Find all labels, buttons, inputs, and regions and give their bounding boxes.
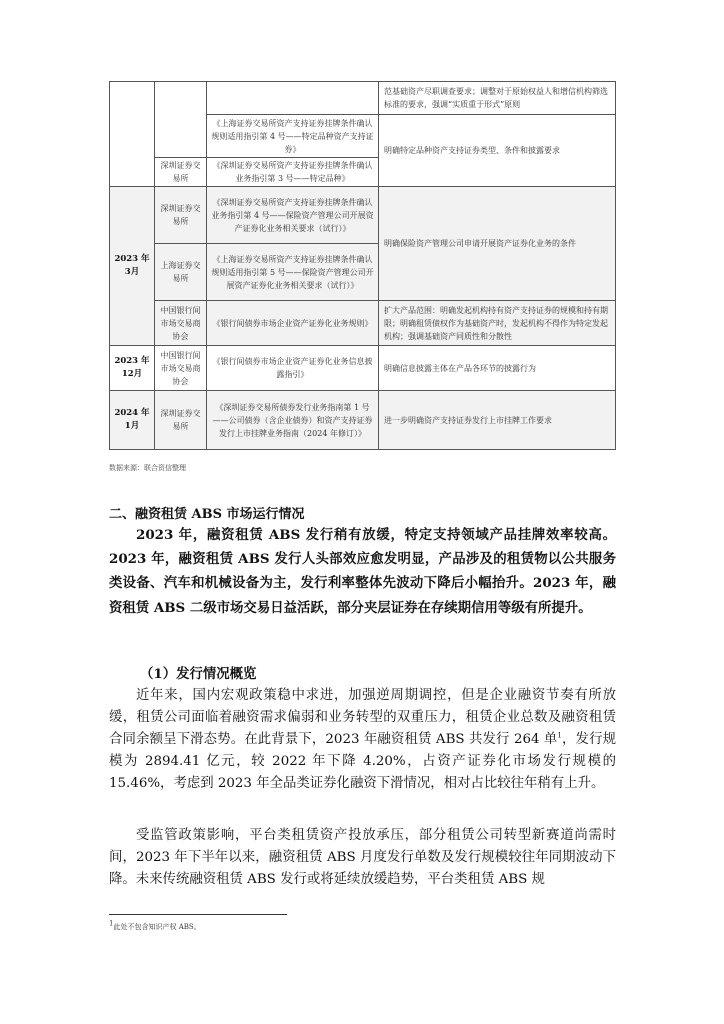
document-cell: 《深圳证券交易所债券发行业务指南第 1 号——公司债券（含企业债券）和资产支持证券发行上市挂牌业务指南（2024 年修订）》	[207, 391, 379, 450]
section-title: 二、融资租赁 ABS 市场运行情况	[109, 507, 305, 522]
document-cell: 《银行间债券市场企业资产证券化业务信息披露指引》	[207, 346, 379, 391]
document-cell	[207, 82, 379, 115]
section-summary: 2023 年，融资租赁 ABS 发行稍有放缓，特定支持领域产品挂牌效率较高。2023 年，融资租赁 ABS 发行人头部效应愈发明显，产品涉及的租赁物以公共服务类设备、汽车和机械设备为主，发行利率整体先波动下降后小幅抬升。2023 年，融资租赁 ABS 二级市场交易日益活跃，部分夹层证券在存续期信用等级有所提升。	[109, 527, 616, 616]
footnote	[109, 919, 201, 932]
date-cell: 2023 年 12月	[110, 346, 155, 391]
institution-cell	[155, 82, 207, 158]
institution-cell: 中国银行间市场交易商协会	[155, 301, 207, 346]
institution-cell: 深圳证券交易所	[155, 158, 207, 187]
document-cell: 《深圳证券交易所资产支持证券挂牌条件确认业务指引第 4 号——保险资产管理公司开展资产证券化业务相关要求（试行）》	[207, 187, 379, 244]
document-cell: 《深圳证券交易所资产支持证券挂牌条件确认业务指引第 3 号——特定品种》	[207, 158, 379, 187]
paragraph-text: ，发行规模为 2894.41 亿元，较 2022 年下降 4.20%，占资产证券化市场发行规模的 15.46%，考虑到 2023 年全品类证券化融资下滑情况，相对占比较往年稍有上升。	[109, 732, 616, 791]
institution-cell: 深圳证券交易所	[155, 391, 207, 450]
date-cell: 2023 年 3月	[110, 187, 155, 346]
content-cell: 明确信息披露主体在产品各环节的披露行为	[379, 346, 616, 391]
content-cell: 明确特定品种资产支持证券类型、条件和披露要求	[379, 115, 616, 187]
date-cell: 2024 年 1月	[110, 391, 155, 450]
subsection-title: （1）发行情况概览	[140, 666, 257, 682]
table-row	[110, 301, 616, 346]
body-paragraph: 受监管政策影响，平台类租赁资产投放承压，部分租赁公司转型新赛道尚需时间，2023 年下半年以来，融资租赁 ABS 月度发行单数及发行规模较往年同期波动下降。未来传统融资租赁 ABS 发行或将延续放缓趋势，平台类租赁 ABS 规	[109, 828, 616, 887]
content-cell: 明确保险资产管理公司申请开展资产证券化业务的条件	[379, 187, 616, 301]
content-cell: 扩大产品范围：明确发起机构持有资产支持证券的规模和持有期限；明确租赁债权作为基础资产时，发起机构不得作为特定发起机构；强调基础资产同质性和分散性	[379, 301, 616, 346]
table-source-note: 数据来源：联合资信整理	[109, 464, 186, 472]
document-cell: 《上海证券交易所资产支持证券挂牌条件确认规则适用指引第 4 号——特定品种资产支持证券》	[207, 115, 379, 158]
paragraph-text: 近年来，国内宏观政策稳中求进，加强逆周期调控，但是企业融资节奏有所放缓，租赁公司面临着融资需求偏弱和业务转型的双重压力，租赁企业总数及融资租赁合同余额呈下滑态势。在此背景下，2023 年融资租赁 ABS 共发行 264 单	[109, 688, 616, 747]
table-row	[110, 82, 616, 115]
footnote-reference[interactable]: 1	[557, 731, 562, 740]
content-cell: 范基础资产尽职调查要求；调整对于原始权益人和增信机构筛选标准的要求，强调“实质重于形式”原则	[379, 82, 616, 115]
table-row	[110, 187, 616, 244]
body-paragraph	[109, 685, 616, 795]
footnote-divider	[109, 914, 287, 915]
document-cell: 《银行间债券市场企业资产证券化业务规则》	[207, 301, 379, 346]
document-cell: 《上海证券交易所资产支持证券挂牌条件确认规则适用指引第 5 号——保险资产管理公司开展资产证券化业务相关要求（试行）》	[207, 244, 379, 301]
content-cell: 进一步明确资产支持证券发行上市挂牌工作要求	[379, 391, 616, 450]
footnote-mark: 1	[109, 919, 114, 928]
institution-cell: 深圳证券交易所	[155, 187, 207, 244]
table-row	[110, 346, 616, 391]
institution-cell: 上海证券交易所	[155, 244, 207, 301]
date-cell	[110, 82, 155, 187]
regulation-table	[109, 81, 616, 450]
institution-cell: 中国银行间市场交易商协会	[155, 346, 207, 391]
table-row	[110, 391, 616, 450]
footnote-text: 此处不包含知识产权 ABS。	[113, 923, 201, 931]
